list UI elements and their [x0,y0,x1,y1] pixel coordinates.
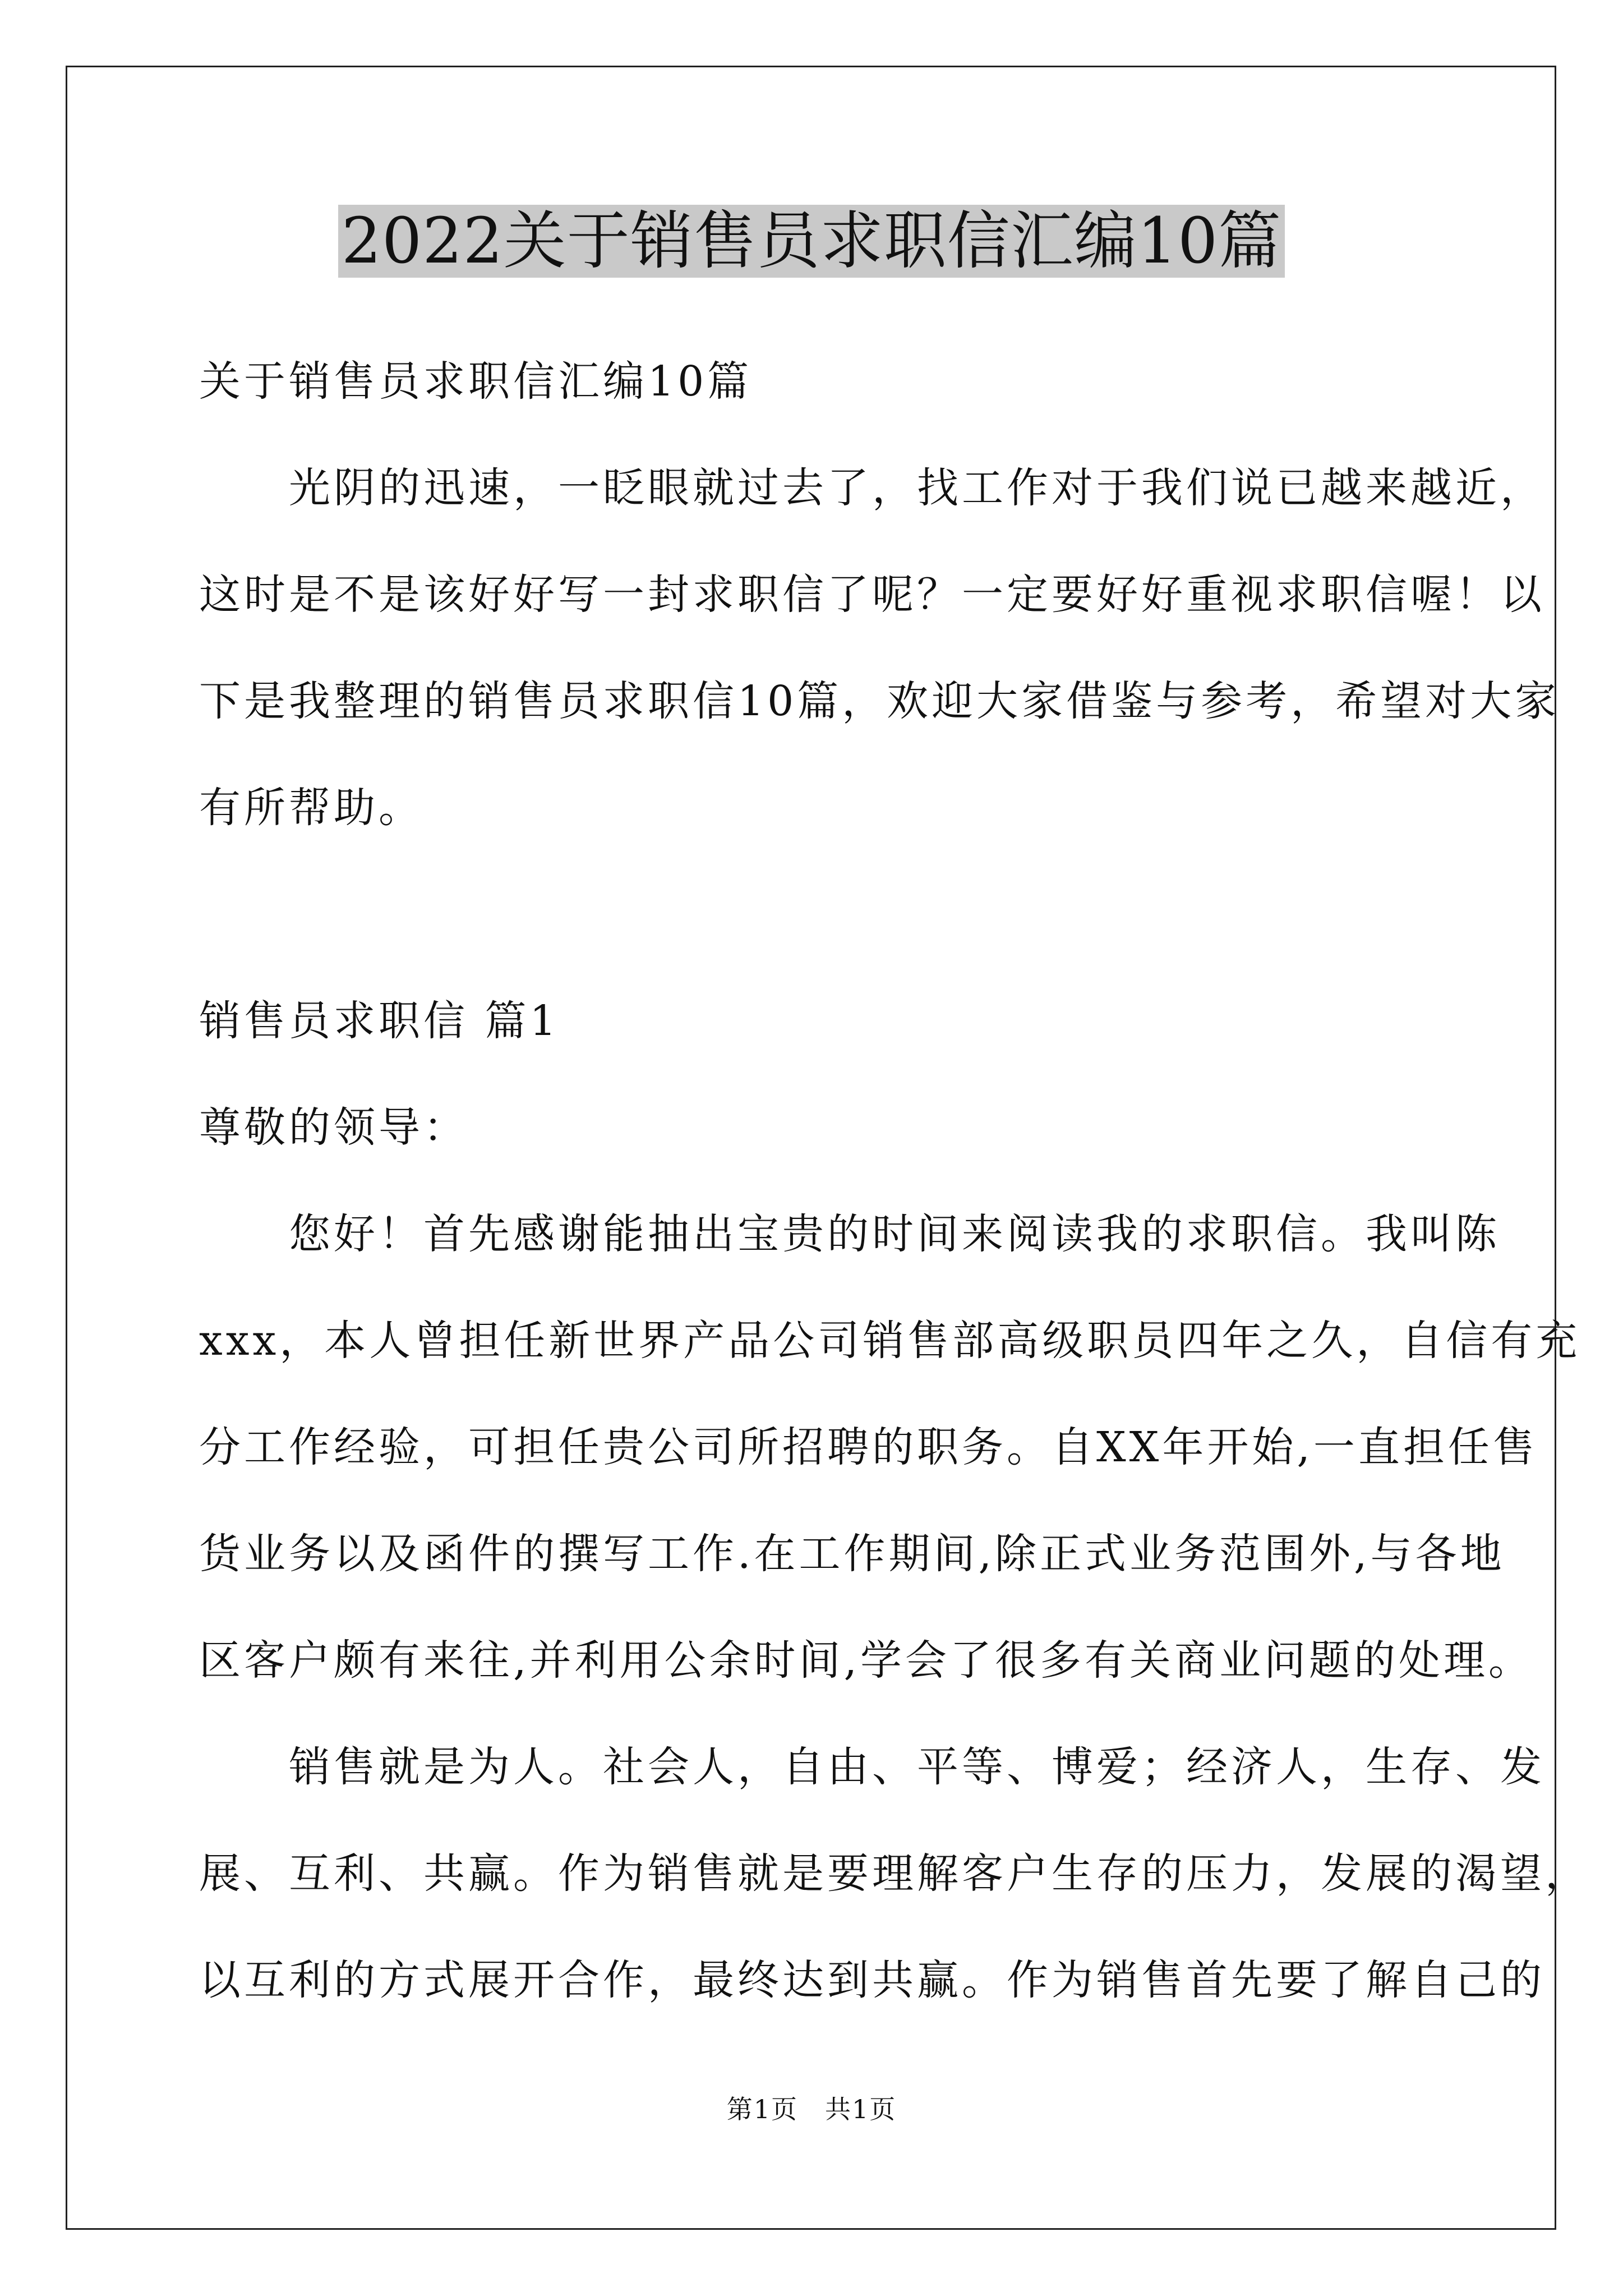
paragraph-line: 分工作经验，可担任贵公司所招聘的职务。自XX年开始,一直担任售 [199,1423,1538,1471]
page-indicator: 第1页 共1页 [726,2094,897,2124]
document-title-text: 2022关于销售员求职信汇编10篇 [338,205,1285,278]
salutation: 尊敬的领导： [199,1103,468,1152]
intro-line: 光阴的迅速，一眨眼就过去了，找工作对于我们说已越来越近， [199,464,1545,512]
document-title [0,199,1623,283]
paragraph-line: 以互利的方式展开合作，最终达到共赢。作为销售首先要了解自己的 [199,1956,1545,2004]
document-subtitle: 关于销售员求职信汇编10篇 [199,357,753,406]
paragraph-line: 展、互利、共赢。作为销售就是要理解客户生存的压力，发展的渴望， [199,1849,1590,1898]
section-heading: 销售员求职信 篇1 [199,997,560,1045]
paragraph-line: xxx，本人曾担任新世界产品公司销售部高级职员四年之久，自信有充 [199,1317,1581,1365]
paragraph-line: 区客户颇有来往,并利用公余时间,学会了很多有关商业问题的处理。 [199,1636,1534,1685]
paragraph-line: 货业务以及函件的撰写工作.在工作期间,除正式业务范围外,与各地 [199,1530,1505,1578]
intro-line: 这时是不是该好好写一封求职信了呢？一定要好好重视求职信喔！以 [199,570,1545,619]
intro-line: 有所帮助。 [199,784,423,832]
paragraph-line: 您好！首先感谢能抽出宝贵的时间来阅读我的求职信。我叫陈 [199,1210,1500,1258]
paragraph-line: 销售就是为人。社会人，自由、平等、博爱；经济人，生存、发 [199,1743,1545,1791]
intro-line: 下是我整理的销售员求职信10篇，欢迎大家借鉴与参考，希望对大家 [199,677,1560,725]
